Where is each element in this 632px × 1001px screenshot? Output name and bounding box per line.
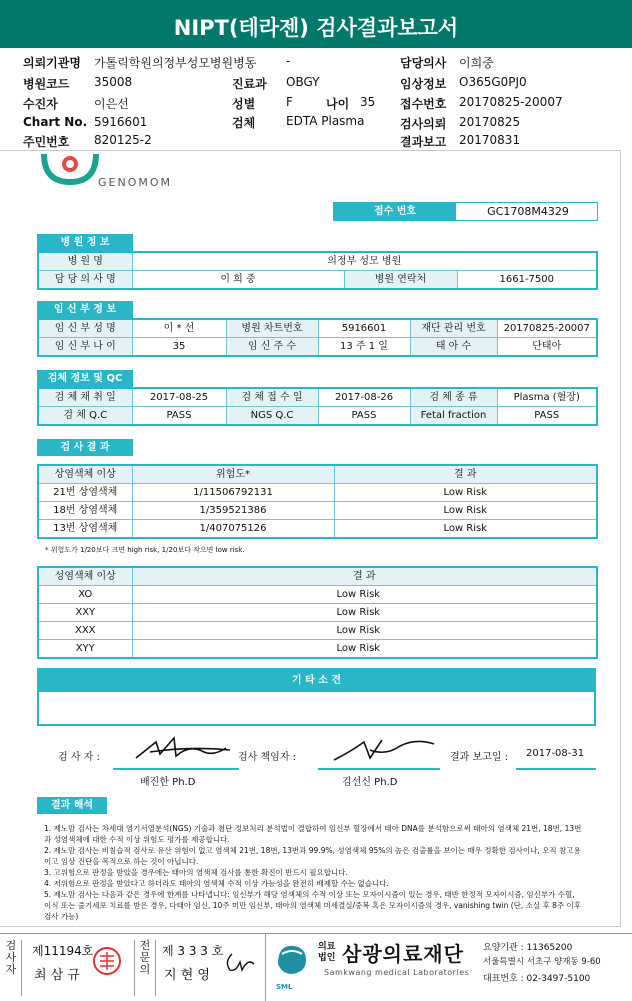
pregnant-age-label: 임 신 부 나 이 xyxy=(38,338,132,357)
header-value-id: 820125-2 xyxy=(94,133,152,147)
interpretation-item: 5. 제노맘 검사는 다음과 같은 경우에 한계를 나타냅니다: 임신부가 해당 염색체의 수적 이상 또는 모자이시즘이 있는 경우, 태반 한정적 모자이시즘, 임신부가 수혈, 이식 또는 줄기세포 치료를 받은 경우, 다태아 임신, 10주 미만 임신부, 태아의 염색체 미세결실/중복 혹은 모자이시즘의 경우, vanishing twin (단, 소실 후 8주 이후 검사 가능) xyxy=(44,890,582,921)
result-risk: 1/407075126 xyxy=(132,520,334,539)
result-header: 위험도* xyxy=(132,465,334,484)
doctor-label: 담 당 의 사 명 xyxy=(38,271,132,290)
other-findings-box xyxy=(37,668,596,726)
foundation-no: 20170825-20007 xyxy=(497,319,597,338)
sex-result: Low Risk xyxy=(132,640,597,659)
specimen-type-label: 검 체 종 류 xyxy=(410,388,497,407)
report-date-line xyxy=(516,768,596,770)
interpretation-item: 4. 저위험으로 판정을 받았다고 하더라도 태아의 염색체 수적 이상 가능성을 완전히 배제할 수는 없습니다. xyxy=(44,879,389,888)
examiner-license-no: 제11194호 xyxy=(32,944,94,958)
fetal-fraction-label: Fetal fraction xyxy=(410,407,497,426)
interpretation-list xyxy=(44,823,584,923)
doctor-name: 이 희 중 xyxy=(132,271,344,290)
header-ward-dash: - xyxy=(286,54,291,68)
examiner-label: 검 사 자 : xyxy=(58,752,100,763)
table-row xyxy=(38,640,597,659)
fetus-label: 태 아 수 xyxy=(410,338,497,357)
header-label-id: 주민번호 xyxy=(23,135,70,149)
ngs-qc: PASS xyxy=(318,407,410,426)
pregnant-section-title: 임 신 부 정 보 xyxy=(37,301,133,318)
sex-chromosome-table xyxy=(37,566,598,659)
report-title: NIPT(테라젠) 검사결과보고서 xyxy=(0,0,632,48)
header-label-chart: Chart No. xyxy=(23,115,88,129)
risk-note: * 위험도가 1/20보다 크면 high risk, 1/20보다 작으면 low risk. xyxy=(45,546,245,554)
result-chromosome: 13번 상염색체 xyxy=(38,520,132,539)
fetus-value: 단태아 xyxy=(497,338,597,357)
sex-result: Low Risk xyxy=(132,622,597,640)
interpretation-item: 3. 고위험으로 판정을 받았을 경우에는 태아의 염색체 검사를 통한 확진이 반드시 필요합니다. xyxy=(44,868,348,877)
hospital-name-label: 병 원 명 xyxy=(38,252,132,271)
header-value-patient: 이은선 xyxy=(94,97,129,111)
specialist-signature-icon xyxy=(222,950,256,974)
interpretation-item: 2. 제노맘 검사는 비침습적 검사로 유산 위험이 없고 염색체 21번, 18번, 13번과 99.9%, 성염색체 95%의 높은 검출률을 보이는 매우 정확한 검사이나, 오직 참고용이고 임상 진단을 목적으로 하는 것이 아닙니다. xyxy=(44,846,581,866)
header-label-clinical: 임상정보 xyxy=(400,77,447,91)
result-chromosome: 18번 상염색체 xyxy=(38,502,132,520)
table-row xyxy=(38,520,597,539)
examiner-license-name: 최 삼 규 xyxy=(34,968,80,983)
receipt-date-label: 검 체 접 수 일 xyxy=(226,388,318,407)
sml-text: SML xyxy=(276,983,293,991)
header-value-hospital-code: 35008 xyxy=(94,75,133,89)
collect-date: 2017-08-25 xyxy=(132,388,226,407)
receipt-box xyxy=(333,202,598,221)
fetal-fraction: PASS xyxy=(497,407,597,426)
examiner-vertical-label: 검사자 xyxy=(4,940,22,996)
ngs-qc-label: NGS Q.C xyxy=(226,407,318,426)
chart-no-label: 병원 차트번호 xyxy=(226,319,318,338)
collect-date-label: 검 체 채 취 일 xyxy=(38,388,132,407)
result-header: 상염색체 이상 xyxy=(38,465,132,484)
manager-signature-icon xyxy=(330,732,440,766)
table-row xyxy=(38,502,597,520)
corp-label: 의료법인 xyxy=(318,942,336,963)
pregnant-table xyxy=(37,318,598,357)
result-risk: 1/11506792131 xyxy=(132,484,334,502)
sex-result-header: 결 과 xyxy=(132,567,597,586)
header-value-sex: F xyxy=(286,95,293,109)
header-label-dept: 진료과 xyxy=(232,77,267,91)
interpretation-item: 1. 제노맘 검사는 차세대 염기서열분석(NGS) 기술과 첨단 정보처리 분석법이 결합하여 임신부 혈장에서 태아 DNA를 분석함으로써 태아의 염색체 21번, 18번, 13번과 성염색체에 대한 수적 이상 위험도 평가를 제공합니다. xyxy=(44,824,582,844)
header-value-report: 20170831 xyxy=(459,133,521,147)
sex-result-header: 성염색체 이상 xyxy=(38,567,132,586)
receipt-number: GC1708M4329 xyxy=(487,205,569,218)
specimen-table xyxy=(37,387,598,426)
manager-line xyxy=(318,768,440,770)
result-value: Low Risk xyxy=(334,520,597,539)
sex-chromosome: XO xyxy=(38,586,132,604)
sex-chromosome: XXX xyxy=(38,622,132,640)
specialist-vertical-label: 전문의 xyxy=(134,940,156,996)
hospital-section-title: 병 원 정 보 xyxy=(37,234,133,251)
header-value-request: 20170825 xyxy=(459,115,521,129)
sml-logo-icon xyxy=(272,940,312,980)
contact-value: 1661-7500 xyxy=(457,271,597,290)
autosome-result-table xyxy=(37,464,598,539)
sex-chromosome: XYY xyxy=(38,640,132,659)
header-label-request: 검사의뢰 xyxy=(400,117,447,131)
header-value-hospital: 가톨릭학원의정부성모병원병동 xyxy=(94,56,257,70)
org-phone: 대표번호 : 02-3497-5100 xyxy=(483,974,591,984)
genomom-logo-icon xyxy=(40,152,100,188)
org-english-name: Samkwang medical Laboratories xyxy=(324,968,470,977)
table-row xyxy=(38,622,597,640)
footer-divider xyxy=(265,934,266,1001)
sex-chromosome: XXY xyxy=(38,604,132,622)
result-value: Low Risk xyxy=(334,502,597,520)
specimen-section-title: 검체 정보 및 QC xyxy=(37,370,133,387)
specimen-qc-label: 검 체 Q.C xyxy=(38,407,132,426)
header-label-report: 결과보고 xyxy=(400,135,447,149)
genomom-logo-text: GENOMOM xyxy=(98,176,173,189)
hospital-table xyxy=(37,251,598,290)
result-risk: 1/359521386 xyxy=(132,502,334,520)
receipt-date: 2017-08-26 xyxy=(318,388,410,407)
header-value-age: 35 xyxy=(360,95,376,109)
seal-stamp-icon xyxy=(92,946,122,976)
header-label-specimen: 검체 xyxy=(232,116,256,130)
report-date: 2017-08-31 xyxy=(526,748,585,759)
pregnant-age: 35 xyxy=(132,338,226,357)
result-chromosome: 21번 상염색체 xyxy=(38,484,132,502)
manager-label: 검사 책임자 : xyxy=(238,752,297,763)
pregnant-name: 이 * 선 xyxy=(132,319,226,338)
table-row xyxy=(38,484,597,502)
specialist-license-no: 제 3 3 3 호 xyxy=(162,944,224,958)
header-value-doctor: 이희중 xyxy=(459,56,494,70)
weeks-label: 임 신 주 수 xyxy=(226,338,318,357)
other-findings-title: 기 타 소 견 xyxy=(39,670,594,692)
examiner-name: 배진한 Ph.D xyxy=(140,777,196,788)
pregnant-name-label: 임 신 부 성 명 xyxy=(38,319,132,338)
interpretation-section-title: 결과 해석 xyxy=(37,797,107,814)
result-section-title: 검 사 결 과 xyxy=(37,439,133,456)
header-label-hospital: 의뢰기관명 xyxy=(23,56,81,70)
header-value-clinical: O365G0PJ0 xyxy=(459,75,527,89)
hospital-name: 의정부 성모 병원 xyxy=(132,252,597,271)
header-label-doctor: 담당의사 xyxy=(400,56,447,70)
report-date-label: 결과 보고일 : xyxy=(450,752,509,763)
weeks-value: 13 주 1 일 xyxy=(318,338,410,357)
specimen-qc: PASS xyxy=(132,407,226,426)
result-header: 결 과 xyxy=(334,465,597,484)
footer xyxy=(0,933,632,1001)
org-address: 서울특별시 서초구 양재동 9-60 xyxy=(483,957,601,967)
contact-label: 병원 연락처 xyxy=(344,271,457,290)
header-label-sex: 성별 xyxy=(232,97,256,111)
sex-result: Low Risk xyxy=(132,586,597,604)
header-value-specimen: EDTA Plasma xyxy=(286,114,365,128)
header-label-age: 나이 xyxy=(326,97,350,111)
table-row xyxy=(38,604,597,622)
receipt-label: 접수 번호 xyxy=(334,203,456,220)
header-label-patient: 수진자 xyxy=(23,97,58,111)
examiner-line xyxy=(113,768,239,770)
specialist-license-name: 지 현 영 xyxy=(164,968,210,983)
table-row xyxy=(38,586,597,604)
specimen-type: Plasma (혈장) xyxy=(497,388,597,407)
manager-name: 김선신 Ph.D xyxy=(342,777,398,788)
header-label-receipt: 접수번호 xyxy=(400,97,447,111)
header-value-receipt: 20170825-20007 xyxy=(459,95,563,109)
header-value-chart: 5916601 xyxy=(94,115,148,129)
header-value-dept: OBGY xyxy=(286,75,320,89)
org-code: 요양기관 : 11365200 xyxy=(483,943,573,953)
result-value: Low Risk xyxy=(334,484,597,502)
org-name: 삼광의료재단 xyxy=(342,942,464,966)
foundation-no-label: 재단 관리 번호 xyxy=(410,319,497,338)
examiner-signature-icon xyxy=(130,732,240,764)
sex-result: Low Risk xyxy=(132,604,597,622)
header-label-hospital-code: 병원코드 xyxy=(23,77,70,91)
chart-no: 5916601 xyxy=(318,319,410,338)
